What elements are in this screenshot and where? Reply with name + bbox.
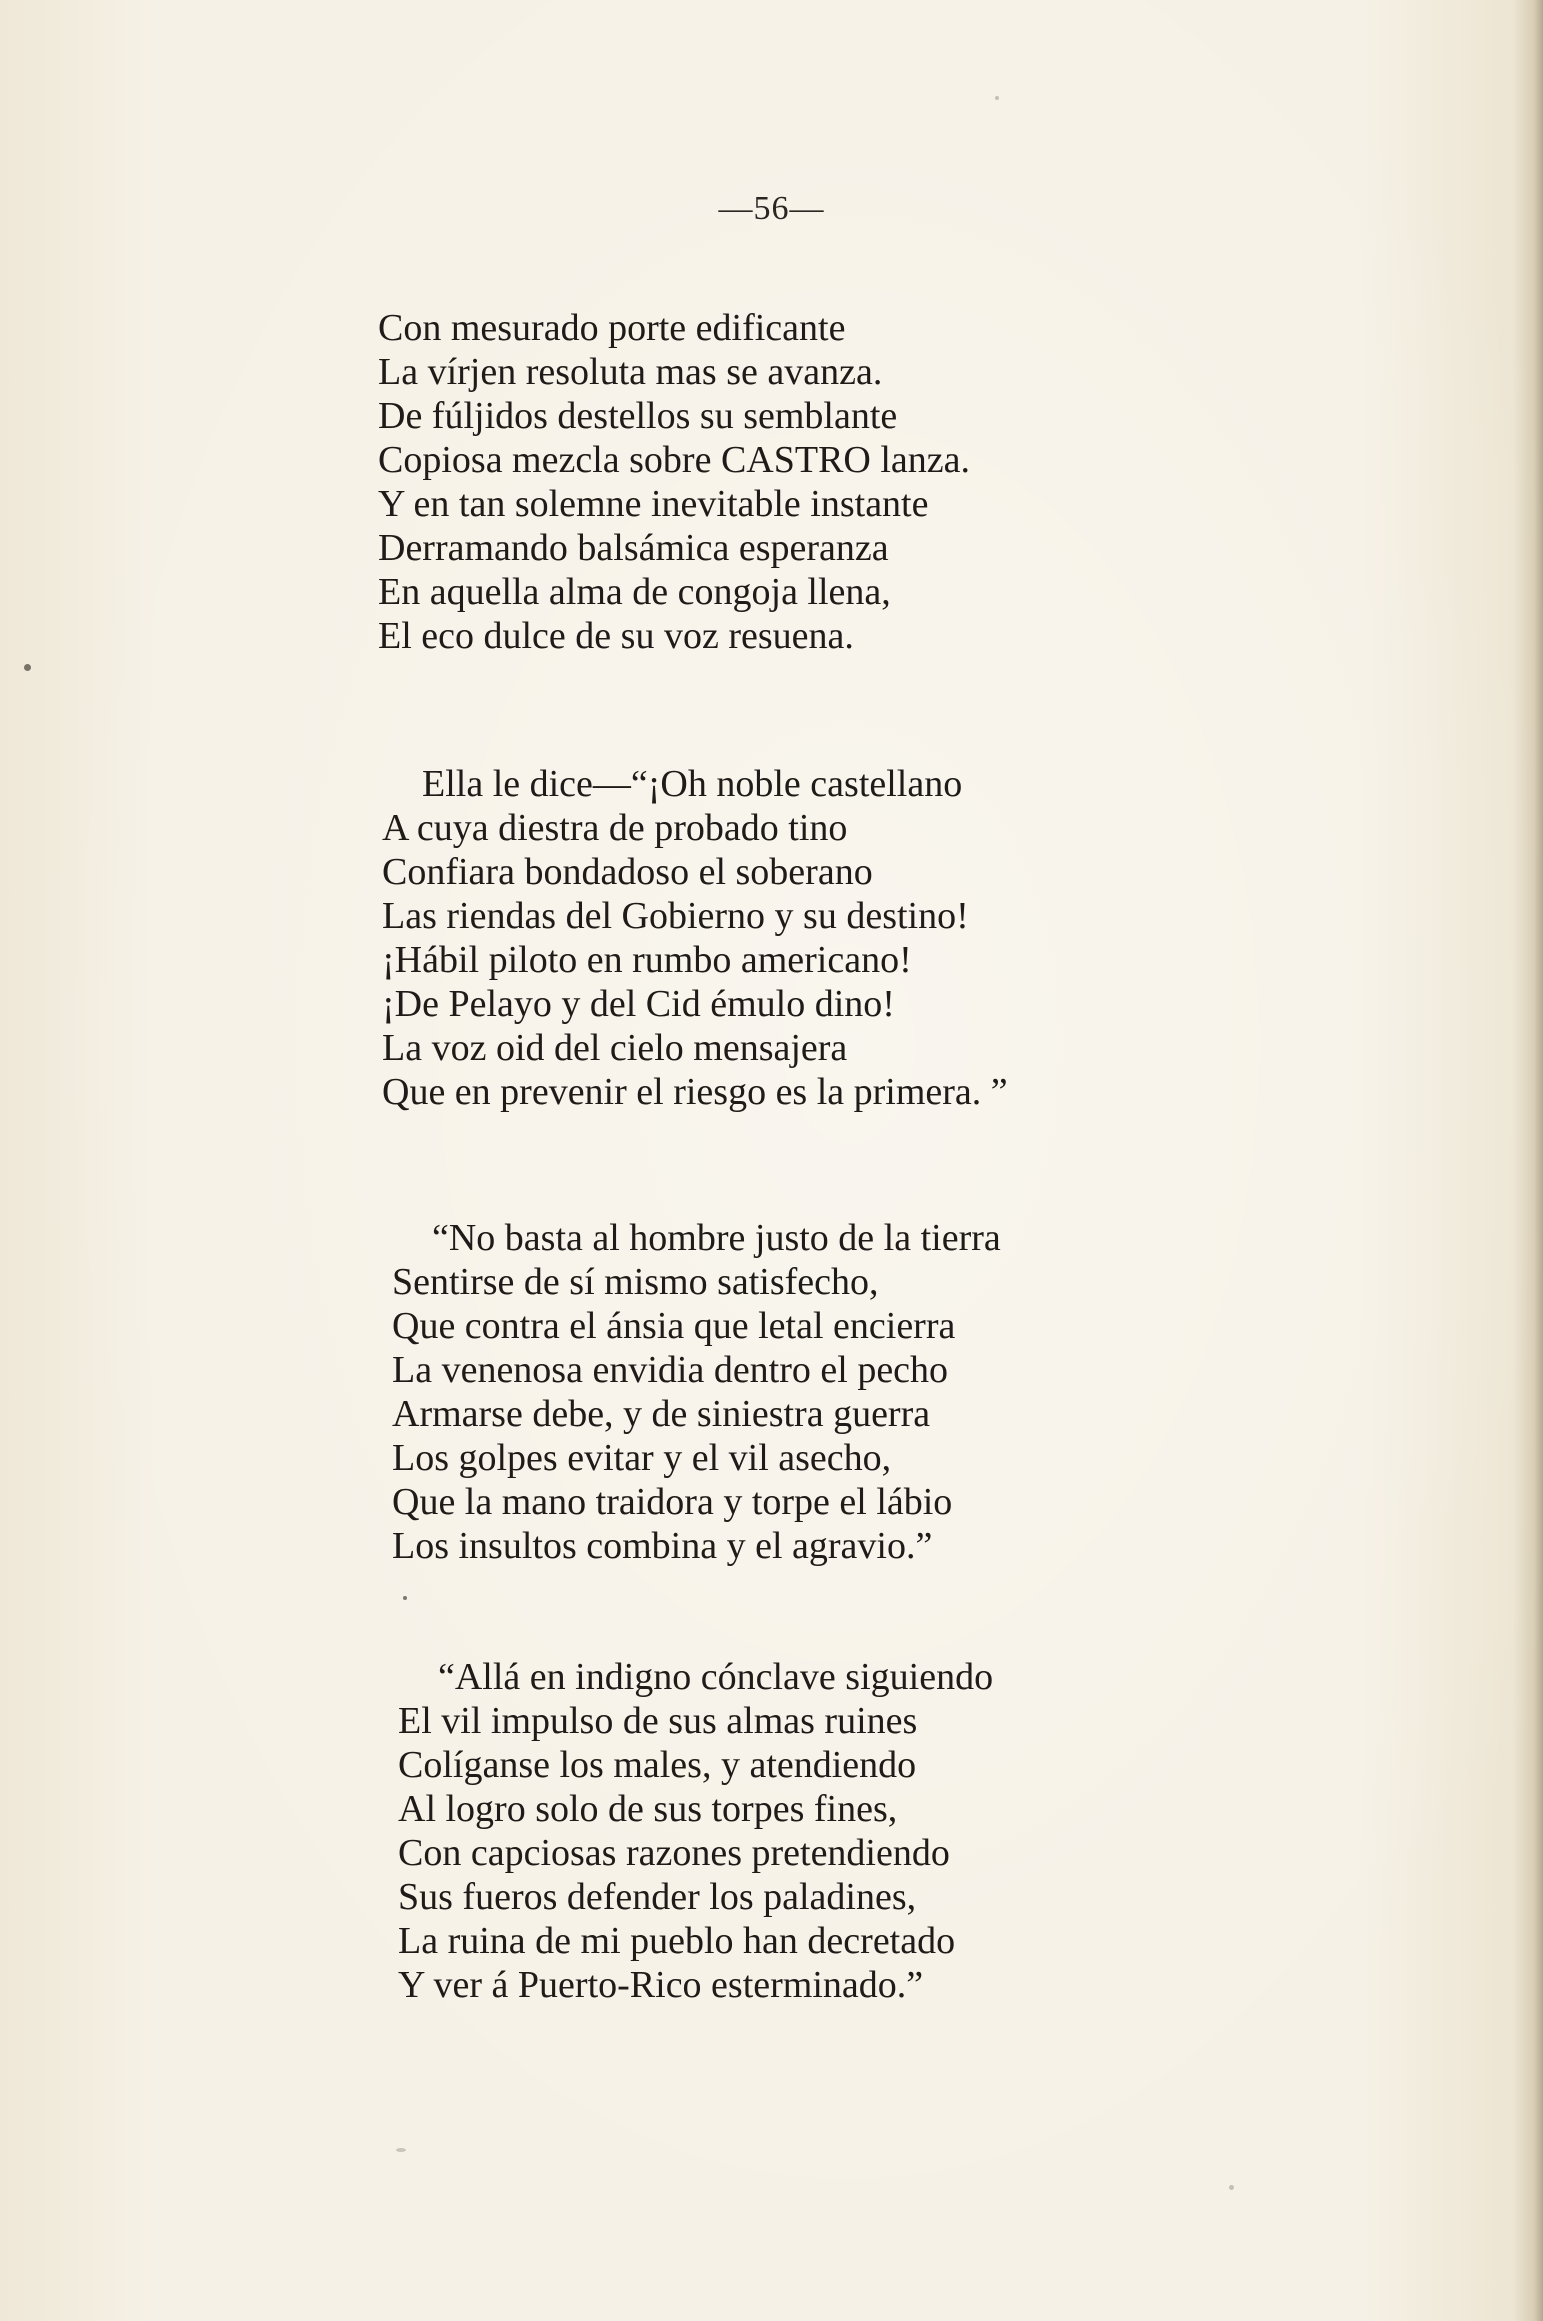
verse-line: En aquella alma de congoja llena, — [378, 571, 891, 613]
verse-line: El eco dulce de su voz resuena. — [378, 615, 854, 657]
verse-line: “Allá en indigno cónclave siguiendo — [438, 1656, 994, 1698]
verse-line: Copiosa mezcla sobre CASTRO lanza. — [378, 439, 971, 481]
verse-line: ¡De Pelayo y del Cid émulo dino! — [382, 983, 895, 1025]
stanza-1 — [378, 306, 970, 658]
paper-speck — [396, 2148, 406, 2152]
verse-line: La vírjen resoluta mas se avanza. — [378, 351, 883, 393]
paper-speck — [403, 1596, 407, 1600]
paper-speck — [995, 96, 999, 100]
page-number: —56— — [718, 190, 825, 227]
paper-speck — [24, 664, 31, 671]
verse-line: Los golpes evitar y el vil asecho, — [392, 1437, 892, 1479]
verse-line: “No basta al hombre justo de la tierra — [432, 1217, 1001, 1259]
stanza-4 — [398, 1655, 993, 2007]
verse-line: Sus fueros defender los paladines, — [398, 1876, 917, 1918]
stanza-3 — [392, 1216, 1001, 1568]
verse-line: La venenosa envidia dentro el pecho — [392, 1349, 949, 1391]
verse-line: Que contra el ánsia que letal encierra — [392, 1305, 956, 1347]
verse-line: A cuya diestra de probado tino — [382, 807, 848, 849]
verse-line: Con capciosas razones pretendiendo — [398, 1832, 950, 1874]
verse-line: Sentirse de sí mismo satisfecho, — [392, 1261, 879, 1303]
verse-line: Al logro solo de sus torpes fines, — [398, 1788, 898, 1830]
verse-line: Que la mano traidora y torpe el lábio — [392, 1481, 953, 1523]
verse-line: De fúljidos destellos su semblante — [378, 395, 898, 437]
verse-line: Las riendas del Gobierno y su destino! — [382, 895, 969, 937]
verse-line: Con mesurado porte edificante — [378, 307, 846, 349]
verse-line: La voz oid del cielo mensajera — [382, 1027, 848, 1069]
verse-line: Y en tan solemne inevitable instante — [378, 483, 929, 525]
verse-line: Colíganse los males, y atendiendo — [398, 1744, 917, 1786]
verse-line: Que en prevenir el riesgo es la primera. ” — [382, 1071, 1008, 1113]
stanza-2 — [382, 762, 1008, 1114]
paper-speck — [1229, 2185, 1234, 2190]
verse-line: Derramando balsámica esperanza — [378, 527, 889, 569]
page-edge-shadow — [1513, 0, 1543, 2321]
verse-line: Confiara bondadoso el soberano — [382, 851, 873, 893]
verse-line: El vil impulso de sus almas ruines — [398, 1700, 918, 1742]
verse-line: Armarse debe, y de siniestra guerra — [392, 1393, 931, 1435]
verse-line: Ella le dice—“¡Oh noble castellano — [422, 763, 963, 805]
verse-line: Los insultos combina y el agravio.” — [392, 1525, 933, 1567]
verse-line: ¡Hábil piloto en rumbo americano! — [382, 939, 912, 981]
verse-line: La ruina de mi pueblo han decretado — [398, 1920, 956, 1962]
verse-line: Y ver á Puerto-Rico esterminado.” — [398, 1964, 924, 2006]
